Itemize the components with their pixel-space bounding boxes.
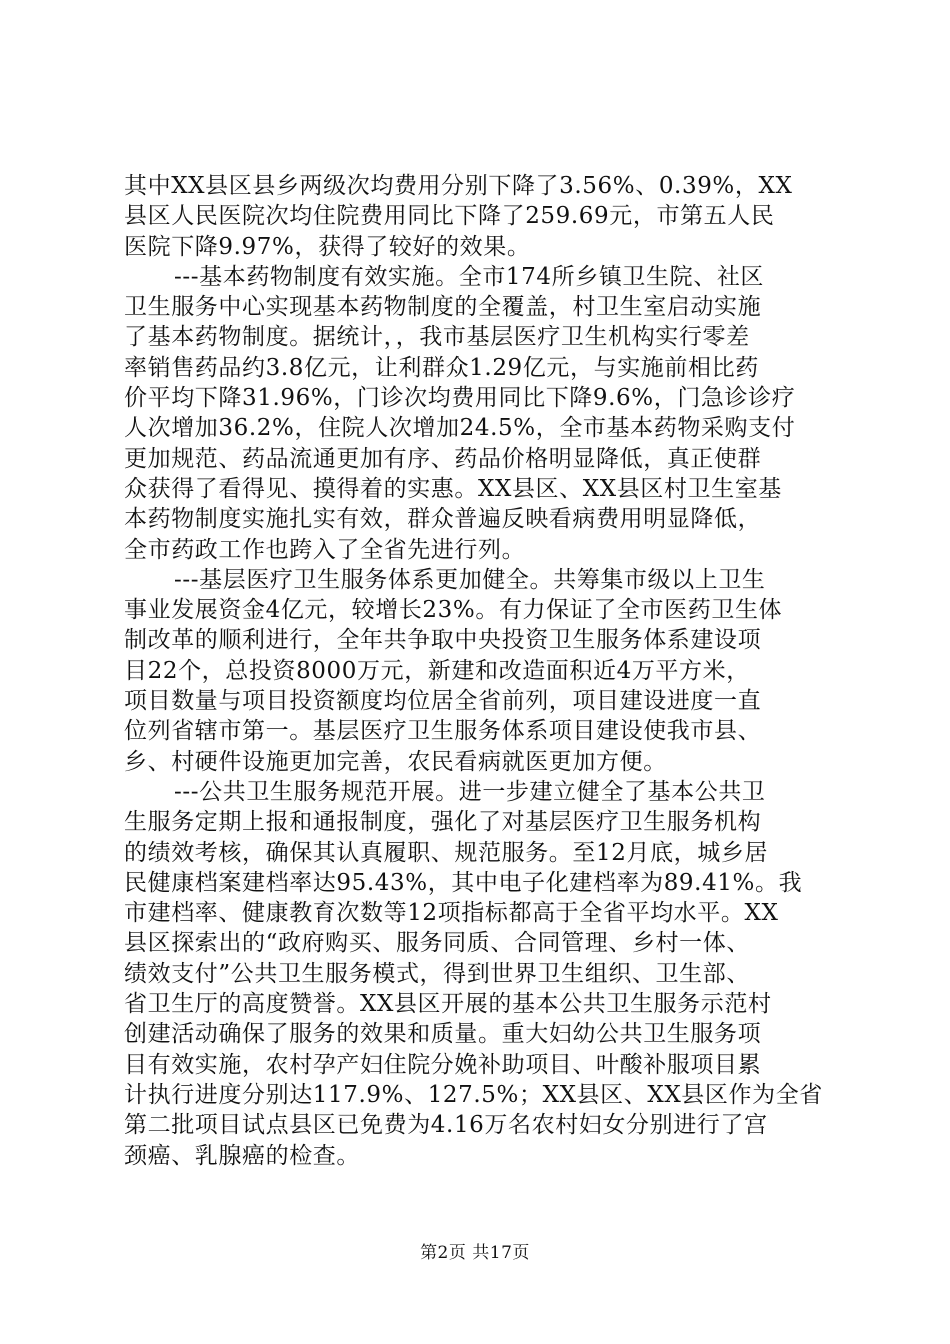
text-line: 市建档率、健康教育次数等12项指标都高于全省平均水平。XX xyxy=(124,900,779,927)
text-line: 计执行进度分别达117.9%、127.5%；XX县区、XX县区作为全省 xyxy=(124,1081,823,1108)
text-line: 生服务定期上报和通报制度，强化了对基层医疗卫生服务机构 xyxy=(124,809,762,836)
paragraph-heading-line: ---公共卫生服务规范开展。进一步建立健全了基本公共卫 xyxy=(174,778,766,805)
text-line: 县区人民医院次均住院费用同比下降了259.69元，市第五人民 xyxy=(124,203,775,230)
text-line: 目22个，总投资8000万元，新建和改造面积近4万平方米， xyxy=(124,657,750,684)
text-line: 全市药政工作也跨入了全省先进行列。 xyxy=(124,536,526,563)
text-line: 率销售药品约3.8亿元，让利群众1.29亿元，与实施前相比药 xyxy=(124,354,759,381)
paragraph-heading-line: ---基本药物制度有效实施。全市174所乡镇卫生院、社区 xyxy=(174,263,765,290)
page-footer xyxy=(0,1242,950,1264)
text-line: 颈癌、乳腺癌的检查。 xyxy=(124,1142,360,1169)
text-line: 了基本药物制度。据统计，，我市基层医疗卫生机构实行零差 xyxy=(124,324,750,351)
text-line: 目有效实施，农村孕产妇住院分娩补助项目、叶酸补服项目累 xyxy=(124,1051,762,1078)
text-line: 的绩效考核，确保其认真履职、规范服务。至12月底，城乡居 xyxy=(124,839,769,866)
text-line: 卫生服务中心实现基本药物制度的全覆盖，村卫生室启动实施 xyxy=(124,294,762,321)
text-line: 位列省辖市第一。基层医疗卫生服务体系项目建设使我市县、 xyxy=(124,718,762,745)
text-line: 乡、村硬件设施更加完善，农民看病就医更加方便。 xyxy=(124,748,667,775)
text-line: 人次增加36.2%，住院人次增加24.5%，全市基本药物采购支付 xyxy=(124,415,796,442)
page-number-label: 第2页 共17页 xyxy=(420,1243,530,1263)
text-line: 众获得了看得见、摸得着的实惠。XX县区、XX县区村卫生室基 xyxy=(124,475,782,502)
text-line: 县区探索出的“政府购买、服务同质、合同管理、乡村一体、 xyxy=(124,930,750,957)
text-line: 绩效支付”公共卫生服务模式，得到世界卫生组织、卫生部、 xyxy=(124,960,750,987)
body-text xyxy=(124,171,836,1171)
text-line: 制改革的顺利进行，全年共争取中央投资卫生服务体系建设项 xyxy=(124,627,762,654)
text-line: 项目数量与项目投资额度均位居全省前列，项目建设进度一直 xyxy=(124,688,762,715)
text-line: 更加规范、药品流通更加有序、药品价格明显降低，真正使群 xyxy=(124,445,762,472)
text-line: 民健康档案建档率达95.43%，其中电子化建档率为89.41%。我 xyxy=(124,869,803,896)
text-line: 事业发展资金4亿元，较增长23%。有力保证了全市医药卫生体 xyxy=(124,597,783,624)
text-line: 医院下降9.97%，获得了较好的效果。 xyxy=(124,233,531,260)
paragraph-heading-line: ---基层医疗卫生服务体系更加健全。共筹集市级以上卫生 xyxy=(174,566,766,593)
text-line: 本药物制度实施扎实有效，群众普遍反映看病费用明显降低， xyxy=(124,506,762,533)
text-line: 价平均下降31.96%，门诊次均费用同比下降9.6%，门急诊诊疗 xyxy=(124,385,796,412)
text-line: 第二批项目试点县区已免费为4.16万名农村妇女分别进行了宫 xyxy=(124,1112,768,1139)
text-line: 其中XX县区县乡两级次均费用分别下降了3.56%、0.39%，XX xyxy=(124,173,793,199)
text-line: 省卫生厅的高度赞誉。XX县区开展的基本公共卫生服务示范村 xyxy=(124,991,772,1018)
text-line: 创建活动确保了服务的效果和质量。重大妇幼公共卫生服务项 xyxy=(124,1021,762,1048)
